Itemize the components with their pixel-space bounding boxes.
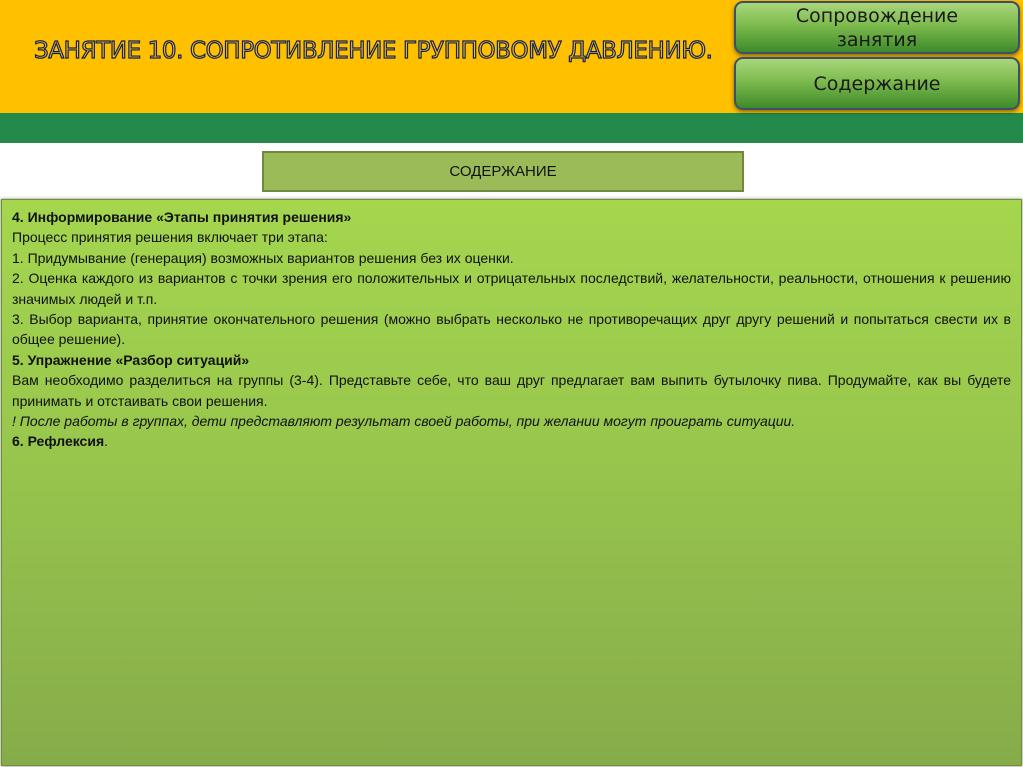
content-panel (1, 199, 1022, 766)
section-heading: СОДЕРЖАНИЕ (262, 151, 744, 192)
content-paragraph: 3. Выбор варианта, принятие окончательного решения (можно выбрать несколько не противоречащих друг другу решений и попытаться свести их в общее решение). (12, 311, 1011, 348)
content-paragraph: 1. Придумывание (генерация) возможных вариантов решения без их оценки. (12, 249, 514, 266)
reflection-label: 6. Рефлексия (12, 433, 105, 450)
page-title: ЗАНЯТИЕ 10. СОПРОТИВЛЕНИЕ ГРУППОВОМУ ДАВЛЕНИЮ. (34, 38, 713, 64)
content-heading-reflection (12, 431, 1011, 451)
contents-button[interactable]: Содержание (734, 57, 1020, 110)
reflection-period: . (104, 433, 109, 450)
content-paragraph: 2. Оценка каждого из вариантов с точки зрения его положительных и отрицательных последствий, желательности, реальности, отношения к решению значимых людей и т.п. (12, 270, 1011, 307)
content-note: ! После работы в группах, дети представляют результат своей работы, при желании могут проиграть ситуации. (12, 413, 796, 430)
support-button-line2: занятия (836, 29, 918, 51)
content-paragraph: Процесс принятия решения включает три этапа: (12, 229, 328, 246)
content-paragraph: Вам необходимо разделиться на группы (3-4). Представьте себе, что ваш друг предлагает вам выпить бутылочку пива. Продумайте, как вы будете принимать и отстаивать свои решения. (12, 372, 1011, 409)
support-button-line1: Сопровождение (795, 5, 959, 27)
content-heading-exercise: 5. Упражнение «Разбор ситуаций» (12, 351, 250, 368)
header-stripe (0, 113, 1023, 143)
support-button[interactable] (734, 1, 1020, 54)
content-heading-informing: 4. Информирование «Этапы принятия решения» (12, 209, 352, 225)
